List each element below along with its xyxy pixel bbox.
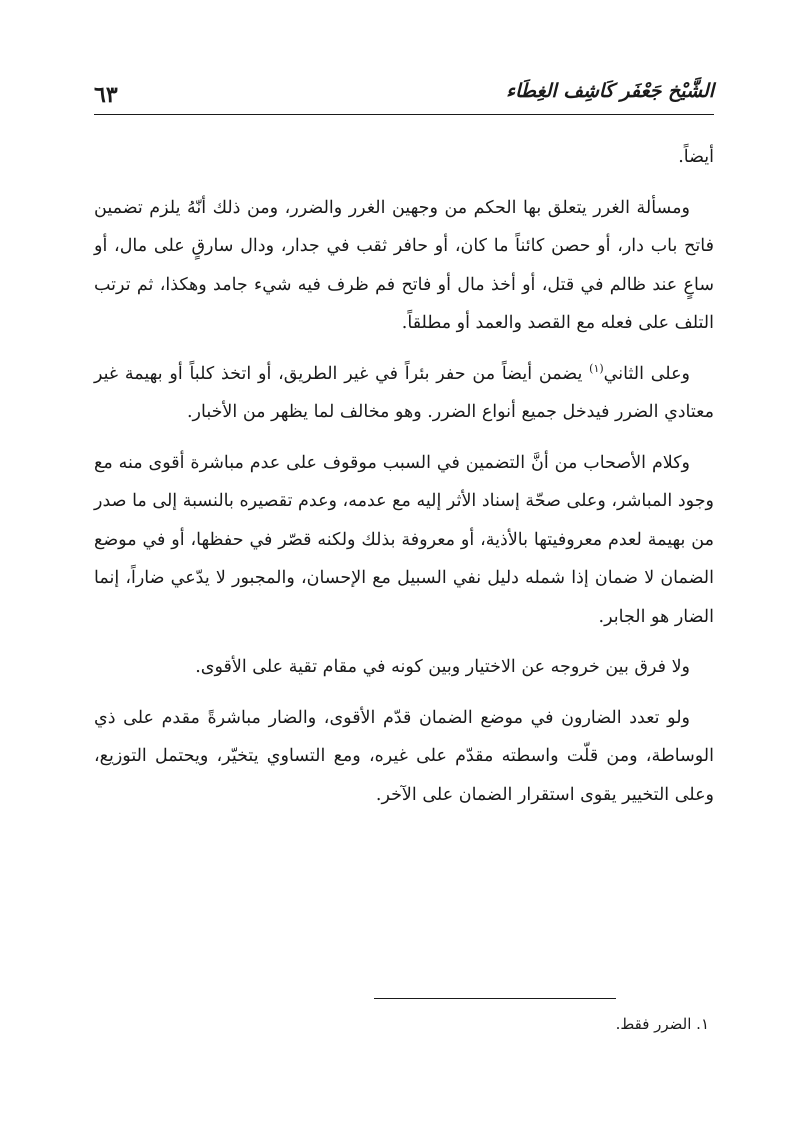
paragraph-6: ولو تعدد الضارون في موضع الضمان قدّم الأقوى، والضار مباشرةً مقدم على ذي الوساطة، ومن قلّت واسطته مقدّم على غيره، ومع التساوي يتخيّر، ويحتمل التوزيع، وعلى التخيير يقوى استقرار الضمان على الآخر. bbox=[94, 707, 714, 805]
footnote-reference[interactable]: (١) bbox=[589, 361, 604, 375]
running-head-title: الشَّيْخ جَعْفَر كَاشِف الغِطَاء bbox=[506, 80, 714, 102]
paragraph-5: ولا فرق بين خروجه عن الاختيار وبين كونه في مقام تقية على الأقوى. bbox=[195, 657, 690, 677]
footnote: ١. الضرر فقط. bbox=[615, 1015, 709, 1033]
paragraph-4: وكلام الأصحاب من أنَّ التضمين في السبب موقوف على عدم مباشرة أقوى منه مع وجود المباشر، وعلى صحّة إسناد الأثر إليه مع عدمه، وعدم تقصيره بالنسبة إلى ما صدر من بهيمة لعدم معروفيتها بالأذية، أو معروفة بذلك ولكنه قصّر في حفظها، أو في موضع الضمان لا ضمان إذا شمله دليل نفي السبيل مع الإحسان، والمجبور لا يدّعي ضاراً، إنما الضار هو الجابر. bbox=[94, 452, 714, 627]
paragraph-2: ومسألة الغرر يتعلق بها الحكم من وجهين الغرر والضرر، ومن ذلك أنّهُ يلزم تضمين فاتح باب دار، أو حصن كائناً ما كان، أو حافر ثقب في جدار، ودال سارقٍ على مال، أو ساعٍ عند ظالم في قتل، أو أخذ مال أو فاتح فم ظرف فيه شيء جامد وهكذا، ثم ترتب التلف على فعله مع القصد والعمد أو مطلقاً. bbox=[94, 197, 714, 333]
paragraph-1: أيضاً. bbox=[678, 147, 714, 167]
footnote-divider bbox=[374, 998, 616, 999]
header-divider bbox=[94, 114, 714, 115]
paragraph-3-rest: يضمن أيضاً من حفر بئراً في غير الطريق، أو اتخذ كلباً أو بهيمة غير معتادي الضرر فيدخل جميع أنواع الضرر. وهو مخالف لما يظهر من الأخبار. bbox=[94, 363, 714, 422]
page-number: ٦٣ bbox=[94, 82, 118, 108]
paragraph-3-start: وعلى الثاني bbox=[603, 363, 690, 384]
main-text bbox=[94, 138, 714, 826]
paragraph-3 bbox=[94, 355, 714, 432]
page-header bbox=[94, 78, 714, 114]
